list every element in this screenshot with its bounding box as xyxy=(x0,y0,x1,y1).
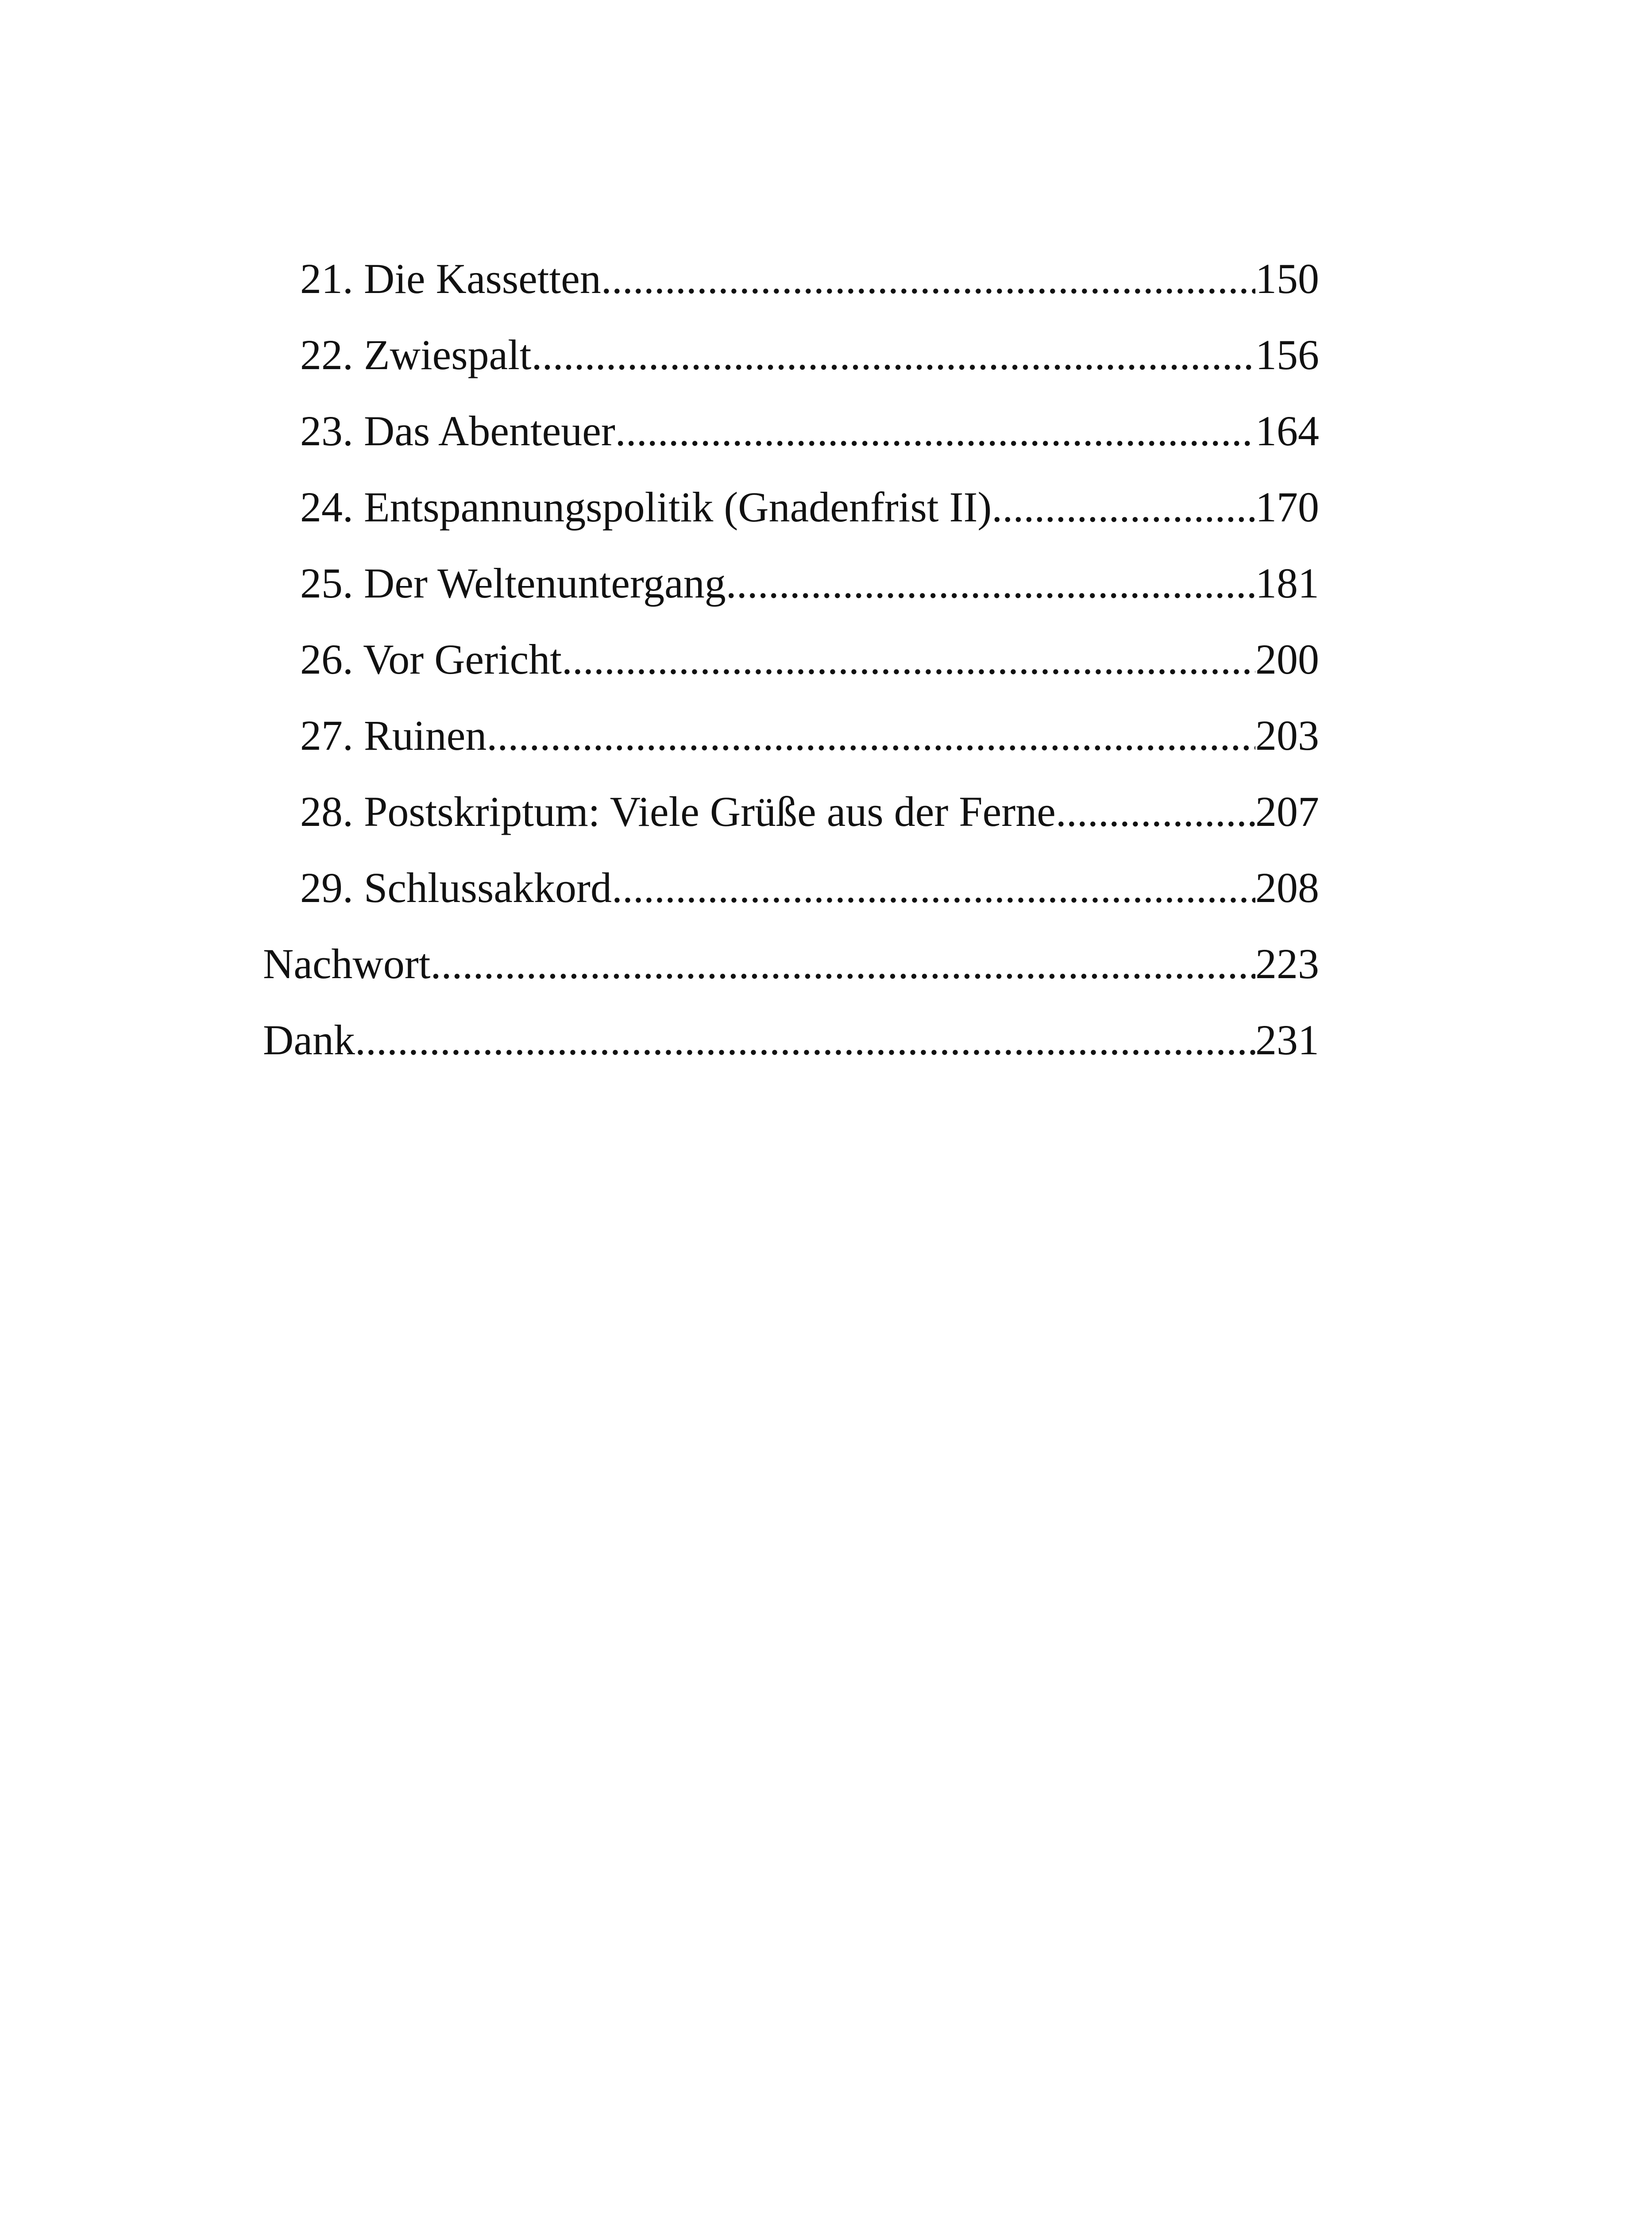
toc-entry-title: 21. Die Kassetten xyxy=(300,255,601,302)
toc-entry-page: 170 xyxy=(1255,483,1319,531)
toc-entry-title: 28. Postskriptum: Viele Grüße aus der Ferne xyxy=(300,788,1056,835)
dot-leader xyxy=(1056,781,1255,843)
dot-leader xyxy=(486,705,1255,767)
toc-entry-title: 27. Ruinen xyxy=(300,712,487,759)
toc-entry-25 xyxy=(300,552,1319,614)
dot-leader xyxy=(615,400,1255,462)
toc-entry-24 xyxy=(300,476,1319,538)
toc-entry-page: 156 xyxy=(1255,331,1319,378)
toc-entry-page: 181 xyxy=(1255,559,1319,607)
dot-leader xyxy=(612,857,1255,919)
toc-entry-page: 207 xyxy=(1255,788,1319,835)
toc-entry-page: 223 xyxy=(1255,940,1319,987)
dot-leader xyxy=(431,933,1255,995)
dot-leader xyxy=(726,552,1255,614)
dot-leader xyxy=(601,248,1255,310)
dot-leader xyxy=(562,628,1255,690)
toc-entry-23 xyxy=(300,400,1319,462)
toc-entry-page: 164 xyxy=(1255,407,1319,455)
toc-entry-title: 23. Das Abenteuer xyxy=(300,407,615,455)
toc-entry-title: 26. Vor Gericht xyxy=(300,636,562,683)
toc-entry-title: 29. Schlussakkord xyxy=(300,864,612,911)
toc-entry-27 xyxy=(300,705,1319,767)
dot-leader xyxy=(355,1009,1255,1071)
toc-entry-nachwort xyxy=(263,933,1319,995)
dot-leader xyxy=(532,324,1255,386)
toc-entry-title: Nachwort xyxy=(263,940,431,987)
toc-entry-dank xyxy=(263,1009,1319,1071)
toc-entry-page: 231 xyxy=(1255,1016,1319,1064)
dot-leader xyxy=(992,476,1255,538)
toc-entry-page: 203 xyxy=(1255,712,1319,759)
toc-entry-title: 25. Der Weltenuntergang xyxy=(300,559,726,607)
toc-entry-page: 208 xyxy=(1255,864,1319,911)
toc-entry-title: 22. Zwiespalt xyxy=(300,331,532,378)
toc-entry-28 xyxy=(300,781,1319,843)
toc-entry-29 xyxy=(300,857,1319,919)
toc-entry-21 xyxy=(300,248,1319,310)
toc-entry-title: 24. Entspannungspolitik (Gnadenfrist II) xyxy=(300,483,992,531)
toc-entry-page: 200 xyxy=(1255,636,1319,683)
toc-entry-22 xyxy=(300,324,1319,386)
toc-entry-page: 150 xyxy=(1255,255,1319,302)
toc-entry-26 xyxy=(300,628,1319,690)
toc-entry-title: Dank xyxy=(263,1016,355,1064)
